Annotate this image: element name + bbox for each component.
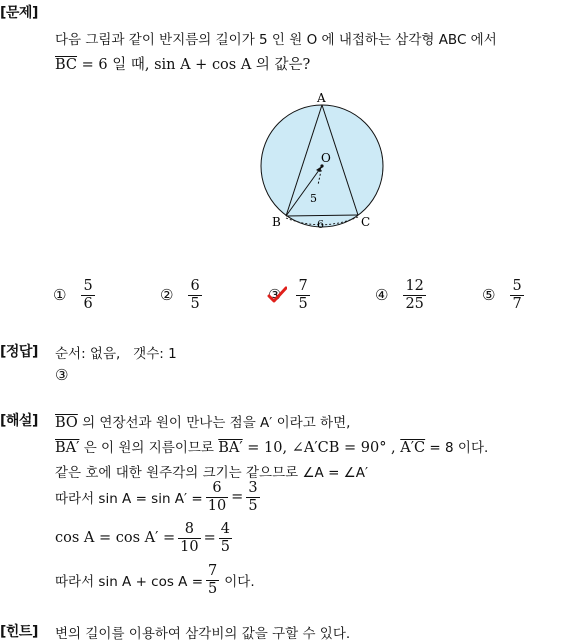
denominator: 5 (248, 497, 258, 514)
numerator: 5 (512, 278, 522, 294)
answer-info: 순서: 없음, 갯수: 1 (55, 346, 177, 362)
answer-label: [정답] (0, 344, 38, 360)
problem-text-line2-rest: = 6 일 때, sin A + cos A 의 값은? (77, 57, 311, 73)
numerator: 3 (248, 480, 258, 496)
choice-number-glyph: ③ (268, 286, 282, 305)
problem-text-line2 (55, 53, 310, 74)
choice-number (268, 286, 281, 304)
denominator: 25 (405, 295, 424, 312)
denominator: 5 (298, 295, 308, 312)
fraction (178, 521, 200, 555)
hint-label: [힌트] (0, 624, 38, 640)
fraction (403, 278, 425, 312)
fraction (206, 480, 228, 514)
label-radius: 5 (310, 192, 317, 205)
label-o: O (321, 151, 331, 165)
segment-bc: $\overline{BC}$ (55, 57, 78, 73)
problem-text-line1: 다음 그림과 같이 반지름의 길이가 5 인 원 O 에 내접하는 삼각형 ABC 에서 (55, 32, 497, 48)
numerator: 8 (178, 521, 200, 539)
fraction (206, 563, 219, 597)
choice-number: ⑤ (482, 286, 496, 305)
solution-line2 (55, 436, 488, 456)
solution-line2-end: = 8 이다. (425, 440, 489, 456)
fraction (188, 278, 201, 312)
solution-line4 (55, 480, 263, 514)
fraction (296, 278, 309, 312)
label-c: C (361, 215, 371, 229)
numerator: 12 (405, 278, 424, 294)
segment-ba-prime-2: BA′ (218, 440, 243, 456)
denominator: 5 (208, 580, 218, 597)
choice-5[interactable] (482, 278, 527, 312)
answer-value: ③ (55, 366, 69, 384)
denominator: 5 (220, 538, 231, 555)
choice-3[interactable] (268, 278, 313, 312)
solution-line4-text: 따라서 sin A = sin A′ = (55, 491, 203, 508)
choice-number: ① (53, 286, 67, 305)
equals-sign: = (231, 489, 244, 506)
numerator: 4 (220, 521, 231, 537)
circle-figure (250, 88, 400, 238)
solution-line6 (55, 563, 255, 597)
solution-line2-mid: 은 이 원의 지름이므로 (79, 440, 219, 456)
solution-line6-end: 이다. (224, 574, 255, 591)
segment-a-prime-c: A′C (400, 440, 426, 456)
equals-sign: = (203, 530, 216, 547)
denominator: 10 (207, 497, 227, 514)
problem-label: [문제] (0, 5, 38, 21)
label-a: A (317, 91, 326, 105)
denominator: 7 (512, 295, 522, 312)
numerator: 5 (83, 278, 93, 294)
label-b: B (272, 215, 281, 229)
numerator: 7 (298, 278, 308, 294)
fraction (246, 480, 259, 514)
choice-number: ④ (375, 286, 389, 305)
choice-number: ② (160, 286, 174, 305)
solution-line3: 같은 호에 대한 원주각의 크기는 같으므로 ∠A = ∠A′ (55, 465, 369, 481)
segment-ba-prime: BA′ (55, 440, 80, 456)
solution-label: [해설] (0, 413, 38, 429)
choice-4[interactable] (375, 278, 429, 312)
hint-text: 변의 길이를 이용하여 삼각비의 값을 구할 수 있다. (55, 626, 351, 642)
denominator: 10 (180, 538, 199, 555)
solution-line2-mid2: = 10, ∠A′CB = 90° , (242, 440, 401, 456)
denominator: 5 (190, 295, 200, 312)
numerator: 6 (190, 278, 200, 294)
fraction (81, 278, 94, 312)
solution-line5 (55, 521, 235, 555)
segment-bo: $\overline{BO}$ (55, 415, 78, 431)
checkmark-icon (267, 286, 287, 304)
fraction (219, 521, 232, 555)
solution-line5-text: cos A = cos A′ = (55, 530, 176, 547)
solution-line6-text: 따라서 sin A + cos A = (55, 574, 204, 591)
label-chord: 6 (317, 218, 324, 231)
choice-2[interactable] (160, 278, 205, 312)
numerator: 6 (206, 480, 228, 498)
solution-line1-rest: 의 연장선과 원이 만나는 점을 A′ 이라고 하면, (77, 415, 351, 431)
solution-line1 (55, 411, 350, 431)
denominator: 6 (83, 295, 93, 312)
numerator: 7 (208, 563, 218, 579)
choice-1[interactable] (53, 278, 98, 312)
fraction (510, 278, 523, 312)
